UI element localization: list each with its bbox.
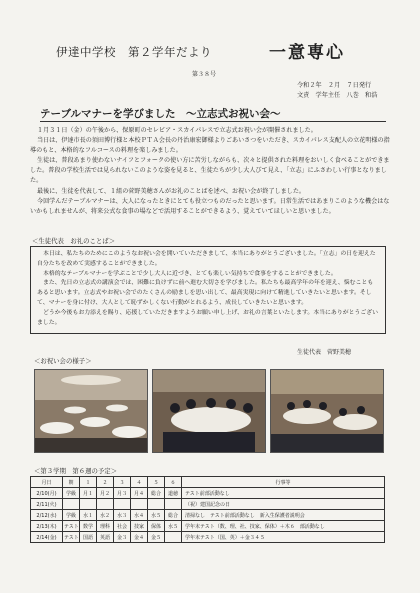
- schedule-cell: 理科: [97, 521, 114, 532]
- speech-label: ＜生徒代表 お礼のことば＞: [32, 237, 116, 245]
- article-paragraph: 生徒は、普段あまり使わないナイフとフォークの使い方に苦労しながらも、次々と提供された料理をおいしく食べることができました。普段の学校生活では見られないこのような姿を見ると、生徒たちが少し大人びて見え、「立志」にふさわしい行事となりました。: [30, 157, 390, 185]
- schedule-cell: 水５: [148, 510, 165, 521]
- schedule-header-cell: ２: [97, 477, 114, 488]
- schedule-row: [31, 510, 385, 521]
- schedule-date: 2/12(水): [31, 510, 63, 521]
- article-body: [30, 126, 392, 217]
- schedule-cell: 社会: [114, 521, 131, 532]
- schedule-cell: 総合: [165, 510, 182, 521]
- schedule-title: ＜第３学期 第６週の予定＞: [34, 467, 118, 475]
- schedule-header-cell: ５: [148, 477, 165, 488]
- schedule-cell: [165, 499, 182, 510]
- schedule-events: 清掃なし テスト前部活動なし 新入生保護者説明会: [182, 510, 385, 521]
- schedule-date: 2/11(火): [31, 499, 63, 510]
- speech-paragraph: 本日は、私たちのためにこのようなお祝い会を開いていただきまして、本当にありがとうございました。「立志」の日を迎えた自分たちを改めて実感することができました。: [37, 251, 376, 267]
- schedule-cell: [131, 499, 148, 510]
- issue-number: 第３８号: [192, 71, 217, 78]
- schedule-cell: 水２: [97, 510, 114, 521]
- article-title: テーブルマナーを学びました ～立志式お祝い会～: [40, 108, 281, 120]
- schedule-header-cell: 行事等: [182, 477, 385, 488]
- schedule-cell: [165, 532, 182, 543]
- schedule-cell: [80, 499, 97, 510]
- schedule-cell: 月４: [131, 488, 148, 499]
- schedule-header-cell: ４: [131, 477, 148, 488]
- schedule-cell: 数学: [80, 521, 97, 532]
- article-paragraph: 今回学んだテーブルマナーは、大人になったときにとても役立つものだったと思います。日常生活ではあまりこのような機会はないかもしれませんが、将来公式な食事の場などで活用することができるよう、覚えていてほしいと思いました。: [30, 197, 390, 215]
- schedule-cell: テスト: [63, 532, 80, 543]
- article-paragraph: 最後に、生徒を代表して、１組の菅野美穂さんがお礼のことばを述べ、お祝い会が終了しました。: [37, 187, 306, 195]
- schedule-events: 学年末テスト（国、英）＋金３４５: [182, 532, 385, 543]
- issue-date: 令和２年 ２月 ７日発行: [297, 82, 372, 89]
- schedule-date: 2/14(金): [31, 532, 63, 543]
- schedule-cell: [97, 499, 114, 510]
- title-divider: [40, 121, 386, 122]
- schedule-cell: 月２: [97, 488, 114, 499]
- schedule-cell: 月３: [114, 488, 131, 499]
- speech-signature: 生徒代表 菅野美穂: [297, 349, 352, 356]
- schedule-cell: 学級: [63, 510, 80, 521]
- schedule-cell: 道徳: [165, 488, 182, 499]
- schedule-cell: 月１: [80, 488, 97, 499]
- schedule-row: [31, 532, 385, 543]
- schedule-date: 2/13(木): [31, 521, 63, 532]
- speech-paragraph: また、先日の立志式の講演会では、困難に負けずに前へ進む大切さを学びました。私たちも最高学年の年を迎え、悩むこともあると思います。立志式やお祝い会でのたくさんの励ましを思い出して、最高実現に向けて精進していきたいと思います。そして、マナーを身に付け、大人として恥ずかしくない行動がとれるよう、成長していきたいと思います。: [37, 280, 374, 306]
- speech-paragraph: どうか今後もお力添えを賜り、応援していただきますようお願い申し上げ、お礼の言葉といたします。本当にありがとうございました。: [37, 309, 379, 326]
- author-credit: 文責 学年主任 八巻 和浩: [297, 92, 378, 99]
- schedule-header-cell: １: [80, 477, 97, 488]
- banquet-photo: [152, 369, 266, 453]
- photos-label: ＜お祝い会の様子＞: [34, 357, 92, 365]
- speech-box: [30, 246, 386, 334]
- schedule-cell: [148, 499, 165, 510]
- schedule-cell: [63, 499, 80, 510]
- banquet-photo: [270, 369, 384, 453]
- schedule-events: （祝）建国記念の日: [182, 499, 385, 510]
- schedule-cell: 技家: [131, 521, 148, 532]
- schedule-cell: 保体: [148, 521, 165, 532]
- speech-paragraph: 本格的なテーブルマナーを学ぶことで少し大人に近づき、とても楽しい気持ちで食事をすることができました。: [43, 270, 337, 277]
- schedule-events: テスト前部活動なし: [182, 488, 385, 499]
- school-newsletter-title: 伊達中学校 第２学年だより: [56, 45, 212, 59]
- schedule-row: [31, 488, 385, 499]
- schedule-cell: [114, 499, 131, 510]
- schedule-cell: 水１: [80, 510, 97, 521]
- schedule-header-row: [31, 477, 385, 488]
- schedule-cell: 水３: [114, 510, 131, 521]
- article-paragraph: 当日は、伊達市長の須田博行様と本校ＰＴＡ会長の丹治康宏御様よりごあいさつをいただき、スカイパレス支配人の立花明様の指導のもと、本格的なフルコースの料理を楽しみました。: [30, 137, 390, 155]
- schedule-cell: 国語: [80, 532, 97, 543]
- schedule-cell: 総合: [148, 488, 165, 499]
- schedule-cell: 金４: [131, 532, 148, 543]
- schedule-header-cell: ３: [114, 477, 131, 488]
- schedule-cell: テスト: [63, 521, 80, 532]
- article-paragraph: １月３１日（金）の午後から、保原町のセレビア・スカイパレスで立志式お祝い会が開催されました。: [37, 127, 317, 134]
- schedule-header-cell: 朝: [63, 477, 80, 488]
- schedule-row: [31, 521, 385, 532]
- schedule-cell: 学級: [63, 488, 80, 499]
- schedule-cell: 水４: [131, 510, 148, 521]
- schedule-date: 2/10(月): [31, 488, 63, 499]
- schedule-events: 学年末テスト（数、理、社、技家、保体）＋木６ 部活動なし: [182, 521, 385, 532]
- schedule-cell: 金３: [114, 532, 131, 543]
- banquet-photo: [34, 369, 148, 453]
- schedule-header-cell: ６: [165, 477, 182, 488]
- newsletter-name: 一意専心: [269, 43, 345, 63]
- schedule-table: [30, 476, 385, 543]
- schedule-cell: 英語: [97, 532, 114, 543]
- schedule-header-cell: 月日: [31, 477, 63, 488]
- schedule-cell: 金５: [148, 532, 165, 543]
- schedule-row: [31, 499, 385, 510]
- schedule-cell: 水５: [165, 521, 182, 532]
